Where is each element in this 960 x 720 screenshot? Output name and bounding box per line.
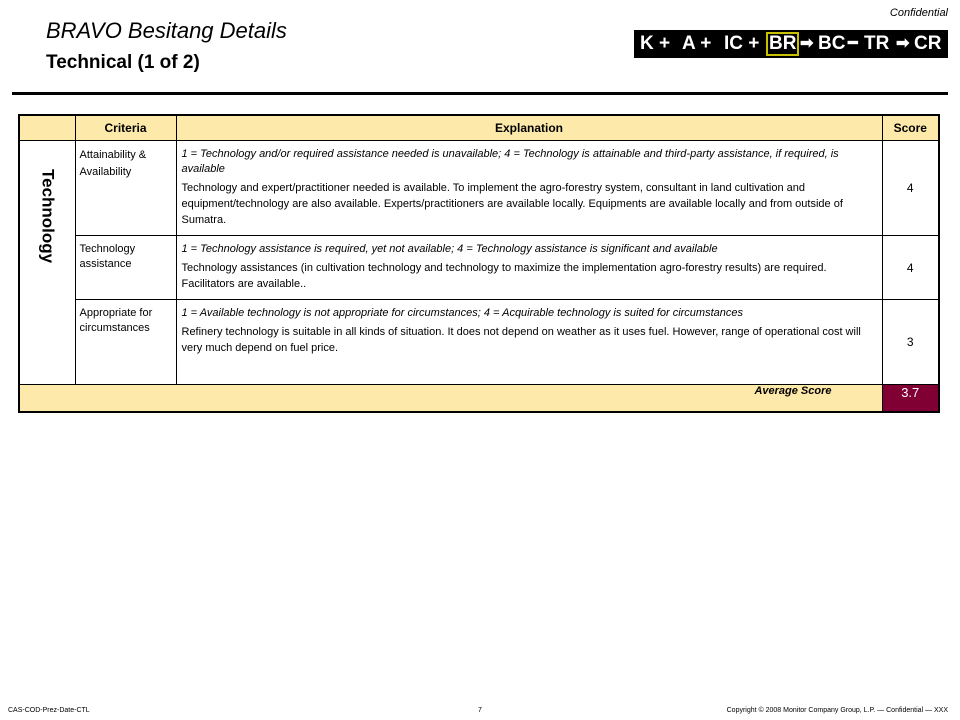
footer-doc-code: CAS-COD-Prez-Date-CTL [8, 707, 90, 714]
detail-text: Technology and expert/practitioner needed is available. To implement the agro-forestry system, consultant in land cultivation and equipment/technology are also available. Experts/practitioners are available locally. Equipments are available locally and from outside of Sumatra. [181, 182, 843, 227]
table-row [19, 300, 939, 385]
table-row [19, 236, 939, 300]
score-cell: 4 [882, 236, 939, 300]
banner-k: K + [640, 33, 671, 54]
arrow-right-icon-2: ➡ [896, 35, 910, 52]
criteria-cell: Appropriate for circumstances [75, 300, 176, 385]
dash-icon: ━ [848, 35, 858, 52]
banner-a: A + [682, 33, 712, 54]
score-cell: 3 [882, 300, 939, 385]
page-subtitle: Technical (1 of 2) [46, 52, 200, 73]
criteria-cell: Attainability & Availability [75, 140, 176, 236]
scale-text: 1 = Available technology is not appropriate for circumstances; 4 = Acquirable technology is suited for circumstances [181, 307, 743, 319]
arrow-right-icon: ➡ [800, 35, 814, 52]
table-header-row [19, 115, 939, 140]
header-divider [12, 92, 948, 95]
average-row [19, 385, 939, 412]
footer-page-number: 7 [478, 707, 482, 714]
page-title: BRAVO Besitang Details [46, 18, 287, 43]
explanation-cell [176, 300, 882, 385]
banner-bc: BC [818, 33, 846, 54]
banner-br: BR [766, 32, 799, 56]
average-score: 3.7 [882, 385, 939, 412]
average-label: Average Score [19, 385, 882, 412]
footer-copyright: Copyright © 2008 Monitor Company Group, L.P. — Confidential — XXX [726, 707, 948, 714]
score-cell: 4 [882, 140, 939, 236]
confidential-label: Confidential [889, 7, 948, 19]
category-label: Technology [38, 168, 58, 263]
detail-text: Technology assistances (in cultivation technology and technology to maximize the implementation agro-forestry results) are required. Facilitators are available.. [181, 262, 827, 291]
process-banner [634, 30, 948, 58]
banner-cr: CR [914, 33, 942, 54]
header-score: Score [882, 115, 939, 140]
explanation-cell [176, 140, 882, 236]
scale-text: 1 = Technology and/or required assistance needed is unavailable; 4 = Technology is attainable and third-party assistance, if required, is available [181, 147, 839, 176]
category-cell [19, 140, 75, 385]
table-row [19, 140, 939, 236]
detail-text: Refinery technology is suitable in all kinds of situation. It does not depend on weather as it uses fuel. However, range of operational cost will very much depend on fuel price. [181, 325, 861, 354]
technical-table [18, 114, 940, 413]
banner-ic: IC + [724, 33, 760, 54]
explanation-cell [176, 236, 882, 300]
criteria-cell: Technology assistance [75, 236, 176, 300]
scale-text: 1 = Technology assistance is required, yet not available; 4 = Technology assistance is significant and available [181, 243, 718, 256]
banner-tr: TR [864, 33, 890, 54]
header-criteria: Criteria [75, 115, 176, 140]
header-explanation: Explanation [176, 115, 882, 140]
header-blank [19, 115, 75, 140]
